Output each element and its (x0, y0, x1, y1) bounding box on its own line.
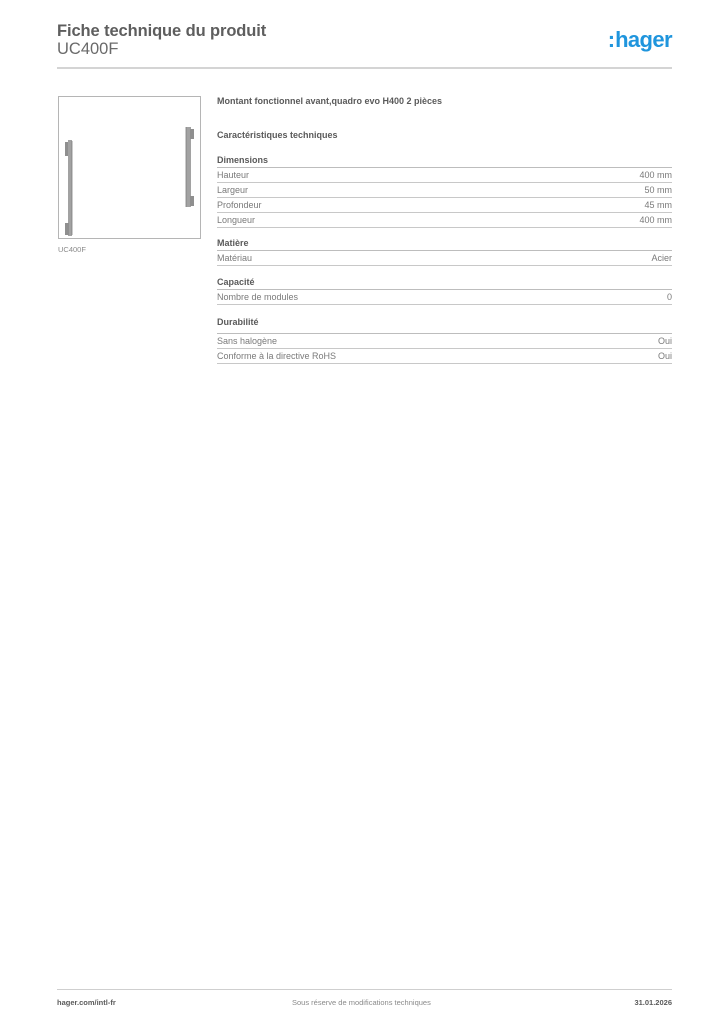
spec-label: Largeur (217, 185, 249, 195)
spec-group-dimensions (217, 154, 672, 228)
footer-disclaimer: Sous réserve de modifications techniques (292, 998, 431, 1007)
spec-label: Matériau (217, 253, 253, 263)
hager-logo (608, 28, 672, 52)
spec-row (217, 334, 672, 349)
spec-row (217, 290, 672, 305)
group-title: Matière (217, 237, 672, 251)
footer-date: 31.01.2026 (634, 998, 672, 1007)
footer-divider (57, 989, 672, 990)
spec-value: Acier (651, 253, 672, 263)
spec-row (217, 251, 672, 266)
image-caption: UC400F (58, 245, 86, 254)
page-header (57, 22, 672, 58)
footer-website-link[interactable]: hager.com/intl-fr (57, 998, 116, 1007)
product-image (58, 96, 201, 239)
product-reference: UC400F (57, 40, 119, 58)
group-title: Dimensions (217, 154, 672, 168)
spec-value: 50 mm (644, 185, 672, 195)
spec-row (217, 349, 672, 364)
spec-value: 400 mm (639, 215, 672, 225)
spec-row (217, 168, 672, 183)
spec-label: Sans halogène (217, 336, 278, 346)
spec-group-capacity (217, 276, 672, 305)
product-rails-icon (59, 97, 200, 238)
spec-label: Profondeur (217, 200, 262, 210)
spec-label: Longueur (217, 215, 256, 225)
spec-row (217, 183, 672, 198)
section-title: Caractéristiques techniques (217, 130, 338, 140)
spec-value: 45 mm (644, 200, 672, 210)
spec-value: Oui (657, 351, 672, 361)
spec-group-durability (217, 316, 672, 364)
logo-text: hager (615, 27, 672, 52)
spec-label: Conforme à la directive RoHS (217, 351, 337, 361)
spec-row (217, 198, 672, 213)
product-description: Montant fonctionnel avant,quadro evo H400 2 pièces (217, 96, 443, 106)
spec-value: 400 mm (639, 170, 672, 180)
spec-row (217, 213, 672, 228)
document-title: Fiche technique du produit (57, 22, 267, 40)
product-specs (217, 95, 672, 364)
spec-value: 0 (666, 292, 672, 302)
logo-colon: : (607, 27, 615, 52)
spec-value: Oui (657, 336, 672, 346)
group-title: Capacité (217, 276, 672, 290)
group-title: Durabilité (217, 316, 672, 334)
spec-group-material (217, 237, 672, 266)
spec-label: Hauteur (217, 170, 250, 180)
header-divider (57, 67, 672, 69)
spec-label: Nombre de modules (217, 292, 299, 302)
